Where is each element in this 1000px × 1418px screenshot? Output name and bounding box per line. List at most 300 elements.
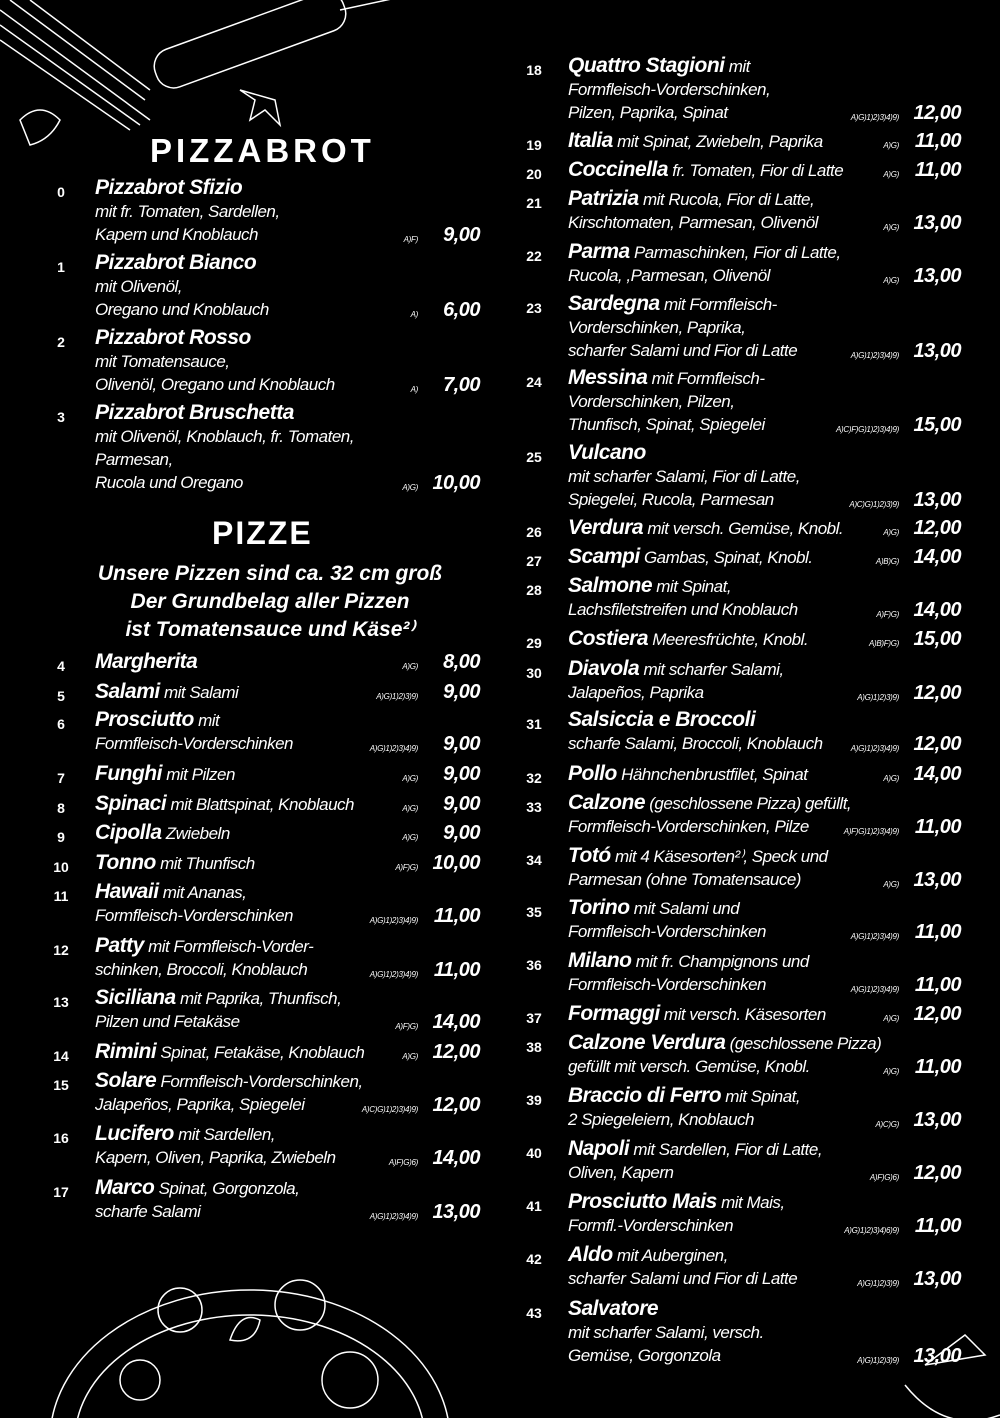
item-number: 16 [53,1130,69,1146]
item-description: mit Salami [163,683,239,702]
item-name: Marco [95,1176,155,1199]
item-title-line [95,1122,480,1146]
item-name: Quattro Stagioni [568,54,725,77]
item-price: 13,00 [913,212,961,234]
menu-item [50,986,480,1034]
item-name: Salami [95,680,160,703]
allergen-codes: A)C)F)G)1)2)3)4)9) [835,425,899,434]
menu-item [50,326,480,397]
item-description-line [568,1267,961,1291]
item-name: Patrizia [568,187,639,210]
menu-item [523,516,961,540]
item-description: Kapern und Knoblauch [95,225,258,244]
item-body [568,1137,961,1185]
menu-item [523,54,961,125]
allergen-codes: A)B)F)G) [868,639,899,648]
item-description-line [568,920,961,944]
allergen-codes: A)F)G) [395,863,418,872]
item-number: 32 [526,770,542,786]
item-description: mit Blattspinat, Knoblauch [170,795,354,814]
allergen-codes: A)G)1)2)3)4)9) [369,1212,418,1221]
item-title-line [568,791,961,815]
item-price: 12,00 [913,517,961,539]
item-title-line [568,441,961,465]
menu-item [523,574,961,622]
item-title-line [568,292,961,316]
item-title-line [568,1031,961,1055]
menu-item [523,240,961,288]
item-body [568,949,961,997]
allergen-codes: A)G) [883,276,899,285]
allergen-codes: A)F)G)6) [388,1158,418,1167]
menu-item [523,366,961,437]
item-title-line [568,657,961,681]
item-body [568,708,961,756]
item-description: Kirschtomaten, Parmesan, Olivenöl [568,213,818,232]
item-description: Olivenöl, Oregano und Knoblauch [95,375,335,394]
item-description: (geschlossene Pizza) [729,1034,882,1053]
item-description: mit Tomatensauce, [95,352,230,371]
item-body [568,366,961,437]
item-description: mit Auberginen, [616,1246,728,1265]
item-description: Thunfisch, Spinat, Spiegelei [568,415,765,434]
item-price: 11,00 [914,1056,961,1078]
item-title-line [95,821,480,845]
item-description-line [95,1093,480,1117]
item-title-line [95,1069,480,1093]
item-title-line [568,949,961,973]
item-body [95,251,480,322]
item-description: mit Spinat, [725,1087,801,1106]
item-name: Aldo [568,1243,613,1266]
item-name: Scampi [568,545,640,568]
item-description-line [95,732,480,756]
item-body [568,292,961,363]
item-title-line [568,545,961,569]
item-description: mit Mais, [721,1193,785,1212]
item-title-line [95,680,480,704]
item-body [95,986,480,1034]
item-description-line [95,1200,480,1224]
item-number: 30 [526,665,542,681]
item-title-line [568,762,961,786]
item-body [568,187,961,235]
item-name: Pizzabrot Bianco [95,251,257,274]
allergen-codes: A)G) [402,833,418,842]
menu-item [523,708,961,756]
item-description-line [568,339,961,363]
item-title-line [568,129,961,153]
item-description-line [568,264,961,288]
item-description: Formfleisch-Vorderschinken, [568,80,771,99]
item-price: 12,00 [432,1041,480,1063]
menu-item [50,880,480,928]
item-description-line [568,1161,961,1185]
item-body [95,762,480,786]
item-name: Costiera [568,627,649,650]
item-price: 12,00 [913,102,961,124]
item-body [568,896,961,944]
allergen-codes: A)C)G) [875,1120,899,1129]
section-title-pizzabrot: PIZZABROT [150,132,375,169]
item-description: Vorderschinken, Paprika, [568,318,746,337]
info-line: ist Tomatensauce und Käse²⁾ [125,618,415,641]
allergen-codes: A)G) [883,223,899,232]
item-name: Tonno [95,851,156,874]
item-body [95,401,480,495]
item-price: 14,00 [432,1011,480,1033]
item-description-line [95,958,480,982]
item-name: Formaggi [568,1002,660,1025]
allergen-codes: A)C)G)1)2)3)4)9) [361,1105,418,1114]
item-number: 10 [53,859,69,875]
item-title-line [568,1084,961,1108]
item-body [568,158,961,182]
item-description-line [568,413,961,437]
allergen-codes: A)G)1)2)3)9) [857,1356,899,1365]
item-name: Hawaii [95,880,159,903]
item-body [568,240,961,288]
allergen-codes: A)G) [883,141,899,150]
item-number: 0 [57,184,65,200]
item-number: 41 [526,1198,542,1214]
item-number: 7 [57,770,65,786]
item-title-line [95,251,480,275]
item-description: Hähnchenbrustfilet, Spinat [621,765,808,784]
allergen-codes: A)F)G) [876,610,899,619]
item-description: mit 4 Käsesorten²⁾, Speck und [614,847,828,866]
item-name: Coccinella [568,158,669,181]
item-price: 9,00 [443,822,480,844]
item-title-line [568,158,961,182]
item-title-line [95,986,480,1010]
item-title-line [568,1002,961,1026]
item-title-line [95,851,480,875]
item-description: mit Pilzen [166,765,235,784]
item-name: Lucifero [95,1122,174,1145]
item-price: 15,00 [913,414,961,436]
item-description-line [95,1010,480,1034]
item-number: 33 [526,799,542,815]
allergen-codes: A)G) [402,804,418,813]
menu-item [523,545,961,569]
menu-item [50,401,480,495]
item-body [95,851,480,875]
allergen-codes: A)G) [883,528,899,537]
item-name: Rimini [95,1040,157,1063]
item-price: 12,00 [913,733,961,755]
item-name: Vulcano [568,441,646,464]
item-description-line [95,298,480,322]
item-title-line [568,1243,961,1267]
item-title-line [95,650,480,674]
item-description: Rucola, ,Parmesan, Olivenöl [568,266,770,285]
item-title-line [568,187,961,211]
item-price: 12,00 [913,1003,961,1025]
allergen-codes: A)G)1)2)3)9) [376,692,418,701]
item-price: 12,00 [432,1094,480,1116]
allergen-codes: A)G)1)2)3)4)9) [369,916,418,925]
item-body [95,680,480,704]
item-description-line [95,1146,480,1170]
item-title-line [95,401,480,425]
item-name: Pollo [568,762,617,785]
item-description: mit Ananas, [162,883,247,902]
item-name: Totó [568,844,611,867]
item-price: 11,00 [914,1215,961,1237]
allergen-codes: A)G)1)2)3)4)9) [369,744,418,753]
item-description-line [568,101,961,125]
item-price: 13,00 [913,1109,961,1131]
menu-item [523,1002,961,1026]
menu-item [50,1122,480,1170]
item-number: 3 [57,409,65,425]
menu-item [523,657,961,705]
item-number: 28 [526,582,542,598]
item-description: scharfer Salami und Fior di Latte [568,341,798,360]
item-description-line [568,1108,961,1132]
menu-item [50,821,480,845]
item-body [568,1031,961,1079]
item-title-line [568,1190,961,1214]
allergen-codes: A)G) [402,483,418,492]
item-description: schinken, Broccoli, Knoblauch [95,960,308,979]
menu-item [50,1176,480,1224]
item-description: Oliven, Kapern [568,1163,674,1182]
menu-item [50,176,480,247]
menu-item [50,1069,480,1117]
item-description: mit scharfer Salami, [643,660,784,679]
item-description: mit versch. Gemüse, Knobl. [647,519,844,538]
item-number: 39 [526,1092,542,1108]
allergen-codes: A)G) [402,662,418,671]
item-price: 9,00 [443,224,480,246]
menu-item [523,441,961,512]
item-description: mit Formfleisch-Vorder- [148,937,314,956]
item-name: Pizzabrot Bruschetta [95,401,294,424]
allergen-codes: A)G) [402,774,418,783]
menu-item [523,129,961,153]
item-price: 11,00 [914,816,961,838]
item-description: mit Formfleisch- [663,295,777,314]
item-title-line [568,240,961,264]
item-name: Patty [95,934,144,957]
item-description: Spiegelei, Rucola, Parmesan [568,490,774,509]
item-description: 2 Spiegeleiern, Knoblauch [568,1110,754,1129]
item-description: mit Thunfisch [160,854,255,873]
item-description-line [568,211,961,235]
item-number: 15 [53,1077,69,1093]
item-body [95,326,480,397]
item-description: Spinat, Fetakäse, Knoblauch [160,1043,365,1062]
item-number: 4 [57,658,65,674]
menu-item [523,949,961,997]
item-number: 9 [57,829,65,845]
item-description-line [95,373,480,397]
item-description: mit scharfer Salami, versch. [568,1323,764,1342]
item-description: gefüllt mit versch. Gemüse, Knobl. [568,1057,810,1076]
item-description-line [568,681,961,705]
item-description: Vorderschinken, Pilzen, [568,392,735,411]
menu-item [523,1297,961,1368]
menu-item [50,1040,480,1064]
item-description: mit [198,711,220,730]
item-title-line [568,708,961,732]
item-number: 29 [526,635,542,651]
item-description: Kapern, Oliven, Paprika, Zwiebeln [95,1148,336,1167]
item-name: Braccio di Ferro [568,1084,722,1107]
menu-item [50,792,480,816]
allergen-codes: A)G) [883,1067,899,1076]
item-price: 13,00 [913,489,961,511]
info-line: Unsere Pizzen sind ca. 32 cm groß [97,562,443,585]
item-description: mit Sardellen, [178,1125,276,1144]
item-description-line [568,815,961,839]
item-price: 12,00 [913,682,961,704]
pizza-sketch-icon [30,1250,490,1418]
item-number: 20 [526,166,542,182]
menu-item [523,791,961,839]
allergen-codes: A) [410,310,418,319]
allergen-codes: A)G) [883,170,899,179]
item-price: 11,00 [433,905,480,927]
item-name: Prosciutto [95,708,194,731]
item-name: Diavola [568,657,640,680]
item-name: Pizzabrot Sfizio [95,176,243,199]
allergen-codes: A)G)1)2)3)4)9) [850,351,899,360]
item-description: mit Formfleisch- [651,369,765,388]
item-body [95,1069,480,1117]
menu-item [50,708,480,756]
item-description-line [568,598,961,622]
item-body [568,545,961,569]
allergen-codes: A)G) [883,1014,899,1023]
item-name: Pizzabrot Rosso [95,326,251,349]
item-price: 14,00 [432,1147,480,1169]
item-description: scharfe Salami [95,1202,201,1221]
item-description: Lachsfiletstreifen und Knoblauch [568,600,798,619]
item-price: 13,00 [913,1268,961,1290]
item-name: Prosciutto Mais [568,1190,717,1213]
item-title-line [568,54,961,78]
item-description: Gemüse, Gorgonzola [568,1346,721,1365]
item-price: 11,00 [914,159,961,181]
item-body [568,516,961,540]
allergen-codes: A) [410,385,418,394]
menu-item [523,844,961,892]
item-number: 13 [53,994,69,1010]
item-body [568,1243,961,1291]
item-number: 27 [526,553,542,569]
menu-item [523,762,961,786]
item-description: mit fr. Tomaten, Sardellen, [95,202,280,221]
item-description: Formfleisch-Vorderschinken [95,734,293,753]
allergen-codes: A)F) [403,235,418,244]
item-description-line [568,973,961,997]
item-description-line [568,1055,961,1079]
item-body [568,441,961,512]
item-title-line [568,896,961,920]
item-price: 12,00 [913,1162,961,1184]
item-description: Parmaschinken, Fior di Latte, [633,243,841,262]
item-body [95,650,480,674]
item-description: mit Olivenöl, [95,277,183,296]
item-number: 25 [526,449,542,465]
item-price: 8,00 [443,651,480,673]
menu-item [50,650,480,674]
item-name: Italia [568,129,613,152]
item-description: Jalapeños, Paprika, Spiegelei [95,1095,305,1114]
item-title-line [568,844,961,868]
info-line: Der Grundbelag aller Pizzen [130,590,410,613]
item-number: 1 [57,259,65,275]
item-number: 42 [526,1251,542,1267]
item-name: Spinaci [95,792,167,815]
item-description-line [95,471,480,495]
item-description: scharfer Salami und Fior di Latte [568,1269,798,1288]
menu-item [523,1084,961,1132]
item-name: Margherita [95,650,198,673]
allergen-codes: A)G)1)2)3)9) [857,693,899,702]
item-description: mit Spinat, Zwiebeln, Paprika [617,132,823,151]
allergen-codes: A)G)1)2)3)4)9) [369,970,418,979]
pasta-sketch-icon [0,0,430,150]
item-name: Verdura [568,516,644,539]
item-name: Salmone [568,574,653,597]
allergen-codes: A)G)1)2)3)4)6)9) [844,1226,899,1235]
item-body [95,880,480,928]
item-description: fr. Tomaten, Fior di Latte [672,161,844,180]
item-number: 6 [57,716,65,732]
item-number: 8 [57,800,65,816]
item-body [95,708,480,756]
item-name: Sardegna [568,292,660,315]
item-description: Meeresfrüchte, Knobl. [652,630,809,649]
item-number: 23 [526,300,542,316]
item-body [568,844,961,892]
item-description: Formfleisch-Vorderschinken, [160,1072,363,1091]
allergen-codes: A)G)1)2)3)4)9) [850,932,899,941]
item-name: Calzone [568,791,646,814]
item-title-line [95,708,480,732]
item-number: 40 [526,1145,542,1161]
item-title-line [95,762,480,786]
item-description: Formfleisch-Vorderschinken [568,975,766,994]
item-number: 14 [53,1048,69,1064]
item-price: 9,00 [443,733,480,755]
item-description: Formfleisch-Vorderschinken [95,906,293,925]
item-title-line [568,516,961,540]
item-number: 18 [526,62,542,78]
allergen-codes: A)B)G) [875,557,899,566]
item-number: 17 [53,1184,69,1200]
item-price: 11,00 [914,974,961,996]
item-title-line [95,326,480,350]
item-number: 38 [526,1039,542,1055]
item-price: 13,00 [913,265,961,287]
item-title-line [95,1176,480,1200]
item-number: 36 [526,957,542,973]
item-title-line [95,934,480,958]
item-number: 26 [526,524,542,540]
menu-item [50,680,480,704]
menu-item [50,762,480,786]
item-name: Calzone Verdura [568,1031,726,1054]
item-price: 9,00 [443,681,480,703]
item-price: 6,00 [443,299,480,321]
item-number: 43 [526,1305,542,1321]
item-description: mit Paprika, Thunfisch, [179,989,342,1008]
